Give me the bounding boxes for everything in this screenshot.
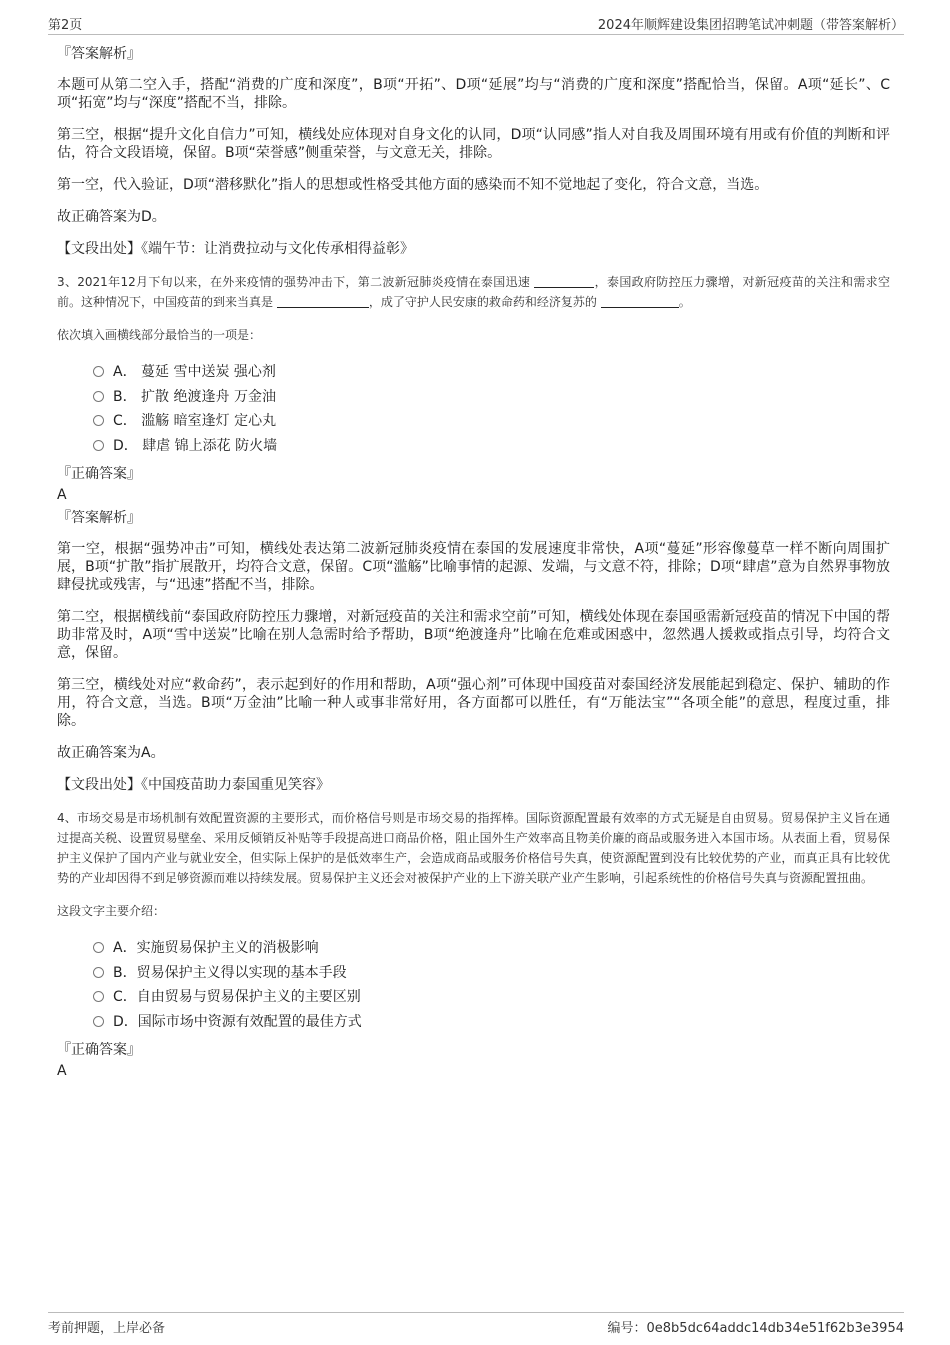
analysis-conclusion: 故正确答案为A。	[57, 745, 165, 761]
radio-icon[interactable]	[93, 415, 104, 426]
radio-icon[interactable]	[93, 366, 104, 377]
source-citation: 【文段出处】《中国疫苗助力泰国重见笑容》	[57, 777, 330, 793]
option-a[interactable]: A． 蔓延 雪中送炭 强心剂	[93, 360, 890, 385]
blank-1	[534, 273, 594, 288]
radio-icon[interactable]	[93, 991, 104, 1002]
analysis-paragraph: 第三空，根据“提升文化自信力”可知，横线处应体现对自身文化的认同，D项“认同感”指人对自我及周围环境有用或有价值的判断和评估，符合文段语境，保留。B项“荣誉感”侧重荣誉，与文意无关，排除。	[57, 127, 890, 161]
question-4-stem: 4、市场交易是市场机制有效配置资源的主要形式，而价格信号则是市场交易的指挥棒。国际资源配置最有效率的方式无疑是自由贸易。贸易保护主义旨在通过提高关税、设置贸易壁垒、采用反倾销反补贴等手段提高进口商品价格，阻止国外生产效率高且物美价廉的商品或服务进入本国市场。从表面上看，贸易保护主义保护了国内产业与就业安全，但实际上保护的是低效率生产，会造成商品或服务价格信号失真，使资源配置到没有比较优势的产业，而真正具有比较优势的产业却因得不到足够资源而难以持续发展。贸易保护主义还会对被保护产业的上下游关联产业产生影响，引起系统性的价格信号失真与资源配置扭曲。	[57, 811, 890, 885]
radio-icon[interactable]	[93, 942, 104, 953]
page-footer	[48, 1312, 904, 1338]
source-citation: 【文段出处】《端午节：让消费拉动与文化传承相得益彰》	[57, 241, 414, 257]
option-c[interactable]: C．自由贸易与贸易保护主义的主要区别	[93, 985, 890, 1010]
analysis-paragraph: 第一空，根据“强势冲击”可知，横线处表达第二波新冠肺炎疫情在泰国的发展速度非常快，A项“蔓延”形容像蔓草一样不断向周围扩展，B项“扩散”指扩展散开，均符合文意，保留。C项“滥觞”比喻事情的起源、发端，与文意不符，排除；D项“肆虐”意为自然界事物放肆侵扰或残害，与“迅速”搭配不当，排除。	[57, 541, 890, 593]
question-3-options	[93, 360, 890, 458]
radio-icon[interactable]	[93, 440, 104, 451]
radio-icon[interactable]	[93, 967, 104, 978]
page-number: 第2页	[48, 18, 83, 33]
question-4-prompt: 这段文字主要介绍：	[57, 904, 166, 918]
analysis-conclusion: 故正确答案为D。	[57, 209, 166, 225]
blank-2	[277, 293, 369, 308]
option-b[interactable]: B．贸易保护主义得以实现的基本手段	[93, 961, 890, 986]
analysis-paragraph: 第二空，根据横线前“泰国政府防控压力骤增，对新冠疫苗的关注和需求空前”可知，横线处体现在泰国亟需新冠疫苗的情况下中国的帮助非常及时，A项“雪中送炭”比喻在别人急需时给予帮助，B项“绝渡逢舟”比喻在危难或困惑中，忽然遇人援救或指点引导，均符合文意，保留。	[57, 609, 890, 661]
analysis-paragraph: 第一空，代入验证，D项“潜移默化”指人的思想或性格受其他方面的感染而不知不觉地起了变化，符合文意，当选。	[57, 177, 769, 193]
analysis-paragraph: 本题可从第二空入手，搭配“消费的广度和深度”，B项“开拓”、D项“延展”均与“消费的广度和深度”搭配恰当，保留。A项“延长”、C项“拓宽”均与“深度”搭配不当，排除。	[57, 77, 890, 111]
document-title: 2024年顺辉建设集团招聘笔试冲刺题（带答案解析）	[597, 18, 904, 33]
page-content	[57, 44, 890, 1084]
analysis-paragraph: 第三空，横线处对应“救命药”，表示起到好的作用和帮助，A项“强心剂”可体现中国疫苗对泰国经济发展能起到稳定、保护、辅助的作用，符合文意，当选。B项“万金油”比喻一种人或事非常好用，各方面都可以胜任，有“万能法宝”“各项全能”的意思，程度过重，排除。	[57, 677, 890, 729]
option-d[interactable]: D．国际市场中资源有效配置的最佳方式	[93, 1010, 890, 1035]
correct-answer-tag: 『正确答案』	[57, 466, 141, 482]
blank-3	[601, 293, 679, 308]
correct-answer: A	[57, 1063, 67, 1079]
question-3-prompt: 依次填入画横线部分最恰当的一项是：	[57, 328, 262, 342]
analysis-tag: 『答案解析』	[57, 46, 141, 62]
option-a[interactable]: A．实施贸易保护主义的消极影响	[93, 936, 890, 961]
radio-icon[interactable]	[93, 391, 104, 402]
option-c[interactable]: C． 滥觞 暗室逢灯 定心丸	[93, 409, 890, 434]
footer-slogan: 考前押题，上岸必备	[48, 1321, 166, 1336]
question-3-stem: 3、2021年12月下旬以来，在外来疫情的强势冲击下，第二波新冠肺炎疫情在泰国迅速 ，泰国政府防控压力骤增，对新冠疫苗的关注和需求空前。这种情况下，中国疫苗的到来当真是 ，成了守护人民安康的救命药和经济复苏的 。	[57, 275, 890, 309]
correct-answer-tag: 『正确答案』	[57, 1042, 141, 1058]
option-b[interactable]: B． 扩散 绝渡逢舟 万金油	[93, 385, 890, 410]
option-d[interactable]: D． 肆虐 锦上添花 防火墙	[93, 434, 890, 459]
radio-icon[interactable]	[93, 1016, 104, 1027]
question-4-options	[93, 936, 890, 1034]
document-code: 编号：0e8b5dc64addc14db34e51f62b3e3954	[607, 1321, 904, 1336]
correct-answer: A	[57, 487, 67, 503]
analysis-tag: 『答案解析』	[57, 510, 141, 526]
page-header	[48, 14, 904, 35]
